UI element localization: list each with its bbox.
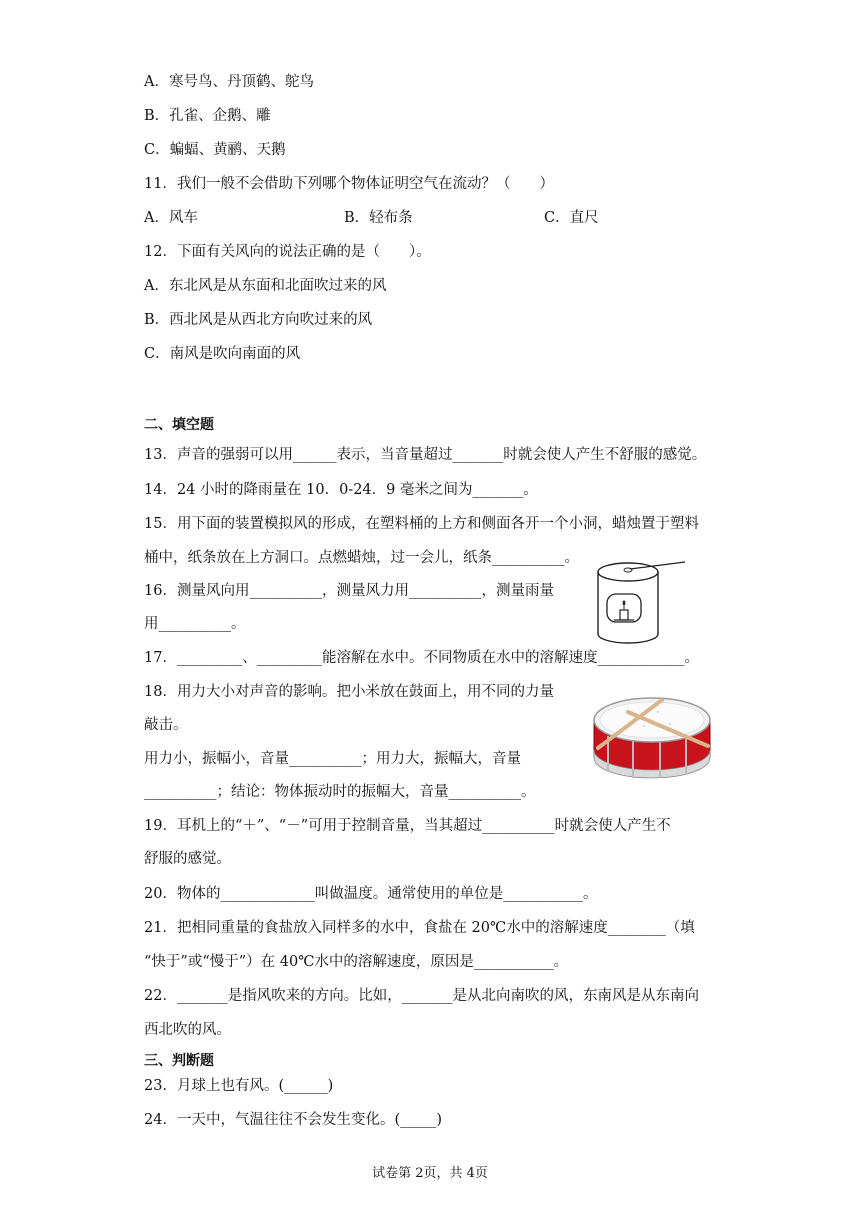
q19-line2: 舒服的感觉。	[144, 851, 231, 867]
q21-line1: 21．把相同重量的食盐放入同样多的水中，食盐在 20℃水中的溶解速度________（填	[144, 920, 695, 936]
drum-figure	[588, 690, 712, 786]
q10-option-b: B．孔雀、企鹅、雕	[144, 108, 271, 124]
q13: 13．声音的强弱可以用______表示，当音量超过_______时就会使人产生不舒服的感觉。	[144, 447, 707, 463]
q10-option-a: A．寒号鸟、丹顶鹤、鸵鸟	[144, 74, 314, 90]
q18-line3: 用力小，振幅小，音量__________；用力大，振幅大，音量	[144, 751, 521, 767]
q21-line2: “快于”或“慢于”）在 40℃水中的溶解速度，原因是___________。	[144, 954, 569, 970]
bucket-candle-figure	[588, 558, 692, 650]
q22-line2: 西北吹的风。	[144, 1022, 231, 1038]
q18-line1: 18．用力大小对声音的影响。把小米放在鼓面上，用不同的力量	[144, 684, 554, 700]
q16-line1: 16．测量风向用__________，测量风力用__________，测量雨量	[144, 583, 554, 599]
q17: 17．_________、_________能溶解在水中。不同物质在水中的溶解速度____________。	[144, 650, 699, 666]
q10-option-c: C．蝙蝠、黄鹂、天鹅	[144, 142, 286, 158]
page-footer: 试卷第 2页，共 4页	[372, 1166, 488, 1181]
q14: 14．24 小时的降雨量在 10．0-24．9 毫米之间为_______。	[144, 482, 538, 498]
q19-line1: 19．耳机上的“＋”、“－”可用于控制音量，当其超过__________时就会使人产生不	[144, 818, 671, 834]
q12-stem: 12．下面有关风向的说法正确的是（ ）。	[144, 244, 431, 260]
q16-line2: 用__________。	[144, 616, 246, 632]
q20: 20．物体的_____________叫做温度。通常使用的单位是___________。	[144, 886, 598, 902]
q12-option-b: B．西北风是从西北方向吹过来的风	[144, 312, 373, 328]
q23: 23．月球上也有风。(______)	[144, 1078, 334, 1094]
q15-line1: 15．用下面的装置模拟风的形成，在塑料桶的上方和侧面各开一个小洞，蜡烛置于塑料	[144, 516, 699, 532]
q11-stem: 11．我们一般不会借助下列哪个物体证明空气在流动？（ ）	[144, 176, 554, 192]
q24: 24．一天中，气温往往不会发生变化。(_____)	[144, 1112, 443, 1128]
section-fill-in-title: 二、填空题	[144, 417, 214, 433]
q18-line4: __________；结论：物体振动时的振幅大，音量__________。	[144, 784, 536, 800]
q15-line2: 桶中，纸条放在上方洞口。点燃蜡烛，过一会儿，纸条__________。	[144, 550, 579, 566]
q22-line1: 22．_______是指风吹来的方向。比如，_______是从北向南吹的风，东南风是从东南向	[144, 988, 699, 1004]
q11-option-c: C．直尺	[544, 210, 599, 226]
section-judge-title: 三、判断题	[144, 1053, 214, 1069]
q12-option-a: A．东北风是从东面和北面吹过来的风	[144, 278, 387, 294]
q12-option-c: C．南风是吹向南面的风	[144, 346, 301, 362]
q11-option-b: B．轻布条	[344, 210, 413, 226]
q11-option-a: A．风车	[144, 210, 198, 226]
q18-line2: 敲击。	[144, 717, 188, 733]
